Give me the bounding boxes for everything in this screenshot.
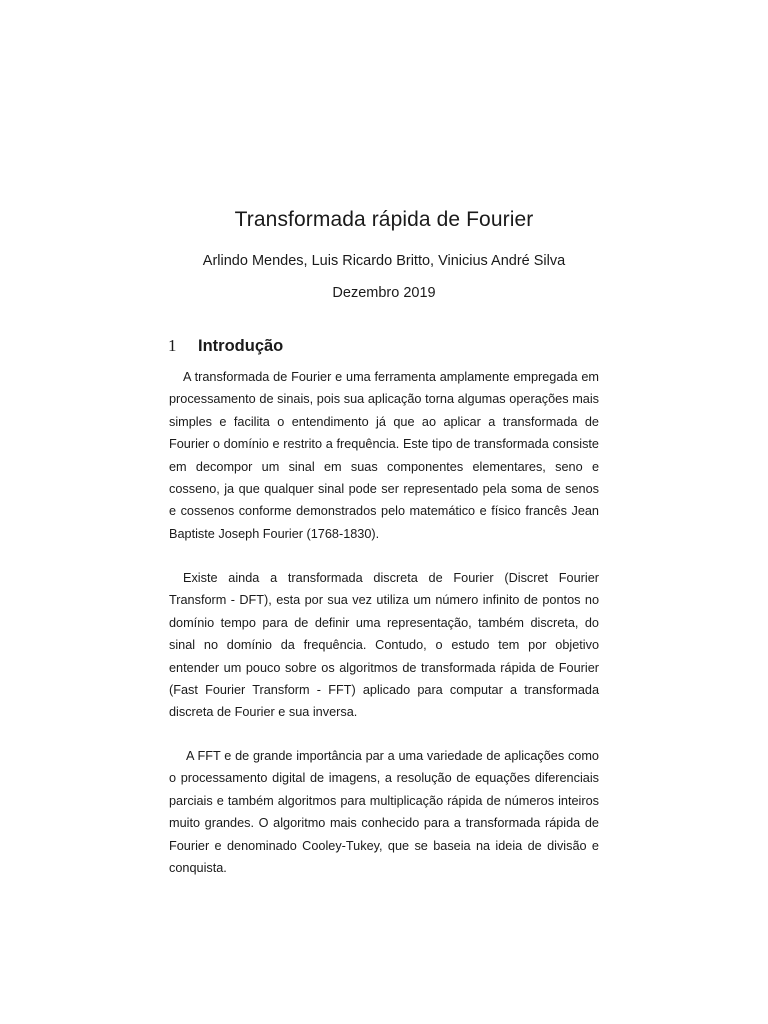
paragraph-2: Existe ainda a transformada discreta de Fourier (Discret Fourier Transform - DFT), esta por sua vez utiliza um número infinito de pontos no domínio tempo para de definir uma representação, também discreta, do sinal no domínio da frequência. Contudo, o estudo tem por objetivo entender um pouco sobre os algoritmos de transformada rápida de Fourier (Fast Fourier Transform - FFT) aplicado para computar a transformada discreta de Fourier e sua inversa. bbox=[169, 571, 599, 720]
document-date: Dezembro 2019 bbox=[332, 285, 436, 301]
section-heading bbox=[168, 334, 283, 358]
section-title: Introdução bbox=[198, 337, 284, 355]
section-number: 1 bbox=[168, 336, 177, 355]
document-title: Transformada rápida de Fourier bbox=[234, 208, 534, 231]
paragraph-3: A FFT e de grande importância par a uma variedade de aplicações como o processamento digital de imagens, a resolução de equações diferenciais parciais e também algoritmos para multiplicação rápida de números inteiros muito grandes. O algoritmo mais conhecido para a transformada rápida de Fourier e denominado Cooley-Tukey, que se baseia na ideia de divisão e conquista. bbox=[169, 749, 599, 876]
paragraph-1: A transformada de Fourier e uma ferramenta amplamente empregada em processamento de sinais, pois sua aplicação torna algumas operações mais simples e facilita o entendimento já que ao aplicar a transformada de Fourier o domínio e restrito a frequência. Este tipo de transformada consiste em decompor um sinal em suas componentes elementares, seno e cosseno, ja que qualquer sinal pode ser representado pela soma de senos e cossenos conforme demonstrados pelo matemático e físico francês Jean Baptiste Joseph Fourier (1768-1830). bbox=[169, 370, 599, 541]
document-authors: Arlindo Mendes, Luis Ricardo Britto, Vinicius André Silva bbox=[202, 253, 566, 269]
